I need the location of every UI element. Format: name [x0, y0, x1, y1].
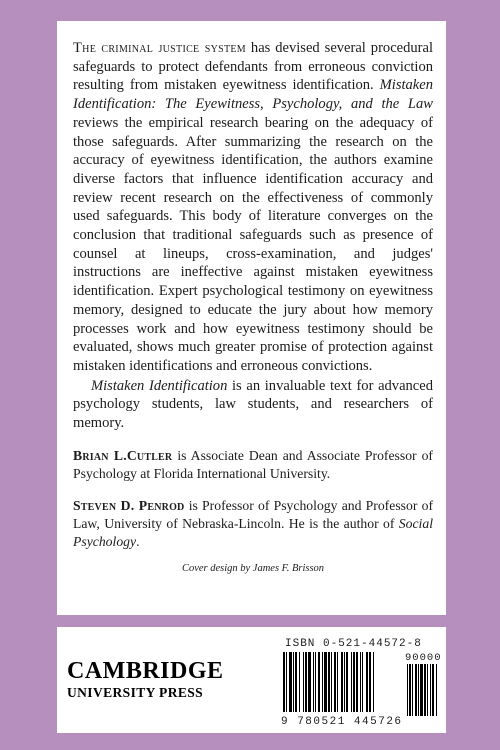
cover-design-credit: Cover design by James F. Brisson — [181, 562, 325, 574]
cambridge-logo — [67, 659, 224, 701]
publisher-name: CAMBRIDGE — [67, 658, 224, 684]
blurb-lead: The criminal justice system — [73, 40, 246, 56]
author-bio-cutler-text: is Associate Dean and Associate Professor of Psychology at Florida International University. — [73, 447, 433, 481]
bio-penrod-end: . — [136, 533, 140, 549]
publisher-barcode-panel — [57, 627, 446, 733]
penrod-book-title: Social Psychology — [73, 515, 433, 549]
barcode-icon — [283, 652, 438, 716]
ean-number: 9 780521 445726 — [281, 716, 403, 728]
book-title-short: Mistaken Identification — [91, 377, 228, 394]
blurb-closing-text: is an invaluable text for advanced psychology students, law students, and researchers of memory. — [73, 377, 433, 432]
publisher-subname: UNIVERSITY PRESS — [67, 685, 204, 700]
back-cover-text-panel — [57, 21, 446, 615]
blurb-paragraph — [73, 39, 433, 376]
author-bio-cutler — [73, 447, 433, 483]
blurb-text-b: reviews the empirical research bearing on the adequacy of those safeguards. After summarizing the research on the accuracy of eyewitness identification, the authors examine diverse factors that influence identification accuracy and review recent research on the effectiveness of commonly used safeguards. This body of literature converges on the conclusion that traditional safeguards such as presence of counsel at lineups, cross-examination, and judges' instructions are ineffective against mistaken eyewitness identification. Expert psychological testimony on eyewitness memory, designed to educate the jury about how memory processes work and how eyewitness testimony should be evaluated, shows much greater promise of protection against mistaken identifications and erroneous convictions. — [73, 114, 433, 374]
blurb-closing-paragraph — [73, 377, 433, 433]
author-name-penrod: Steven D. Penrod — [73, 497, 185, 513]
book-title: Mistaken Identification: The Eyewitness, Psychology, and the Law — [73, 77, 433, 113]
author-bio-penrod — [73, 497, 433, 551]
author-name-cutler: Brian L.Cutler — [73, 447, 173, 463]
isbn-label: ISBN 0-521-44572-8 — [285, 638, 422, 650]
price-addon-number: 90000 — [405, 652, 442, 664]
author-bio-penrod-text: is Professor of Psychology and Professor of Law, University of Nebraska-Lincoln. He is the author of — [73, 497, 433, 531]
blurb-text-a: has devised several procedural safeguards to protect defendants from erroneous conviction resulting from mistaken eyewitness identification. — [73, 40, 433, 94]
